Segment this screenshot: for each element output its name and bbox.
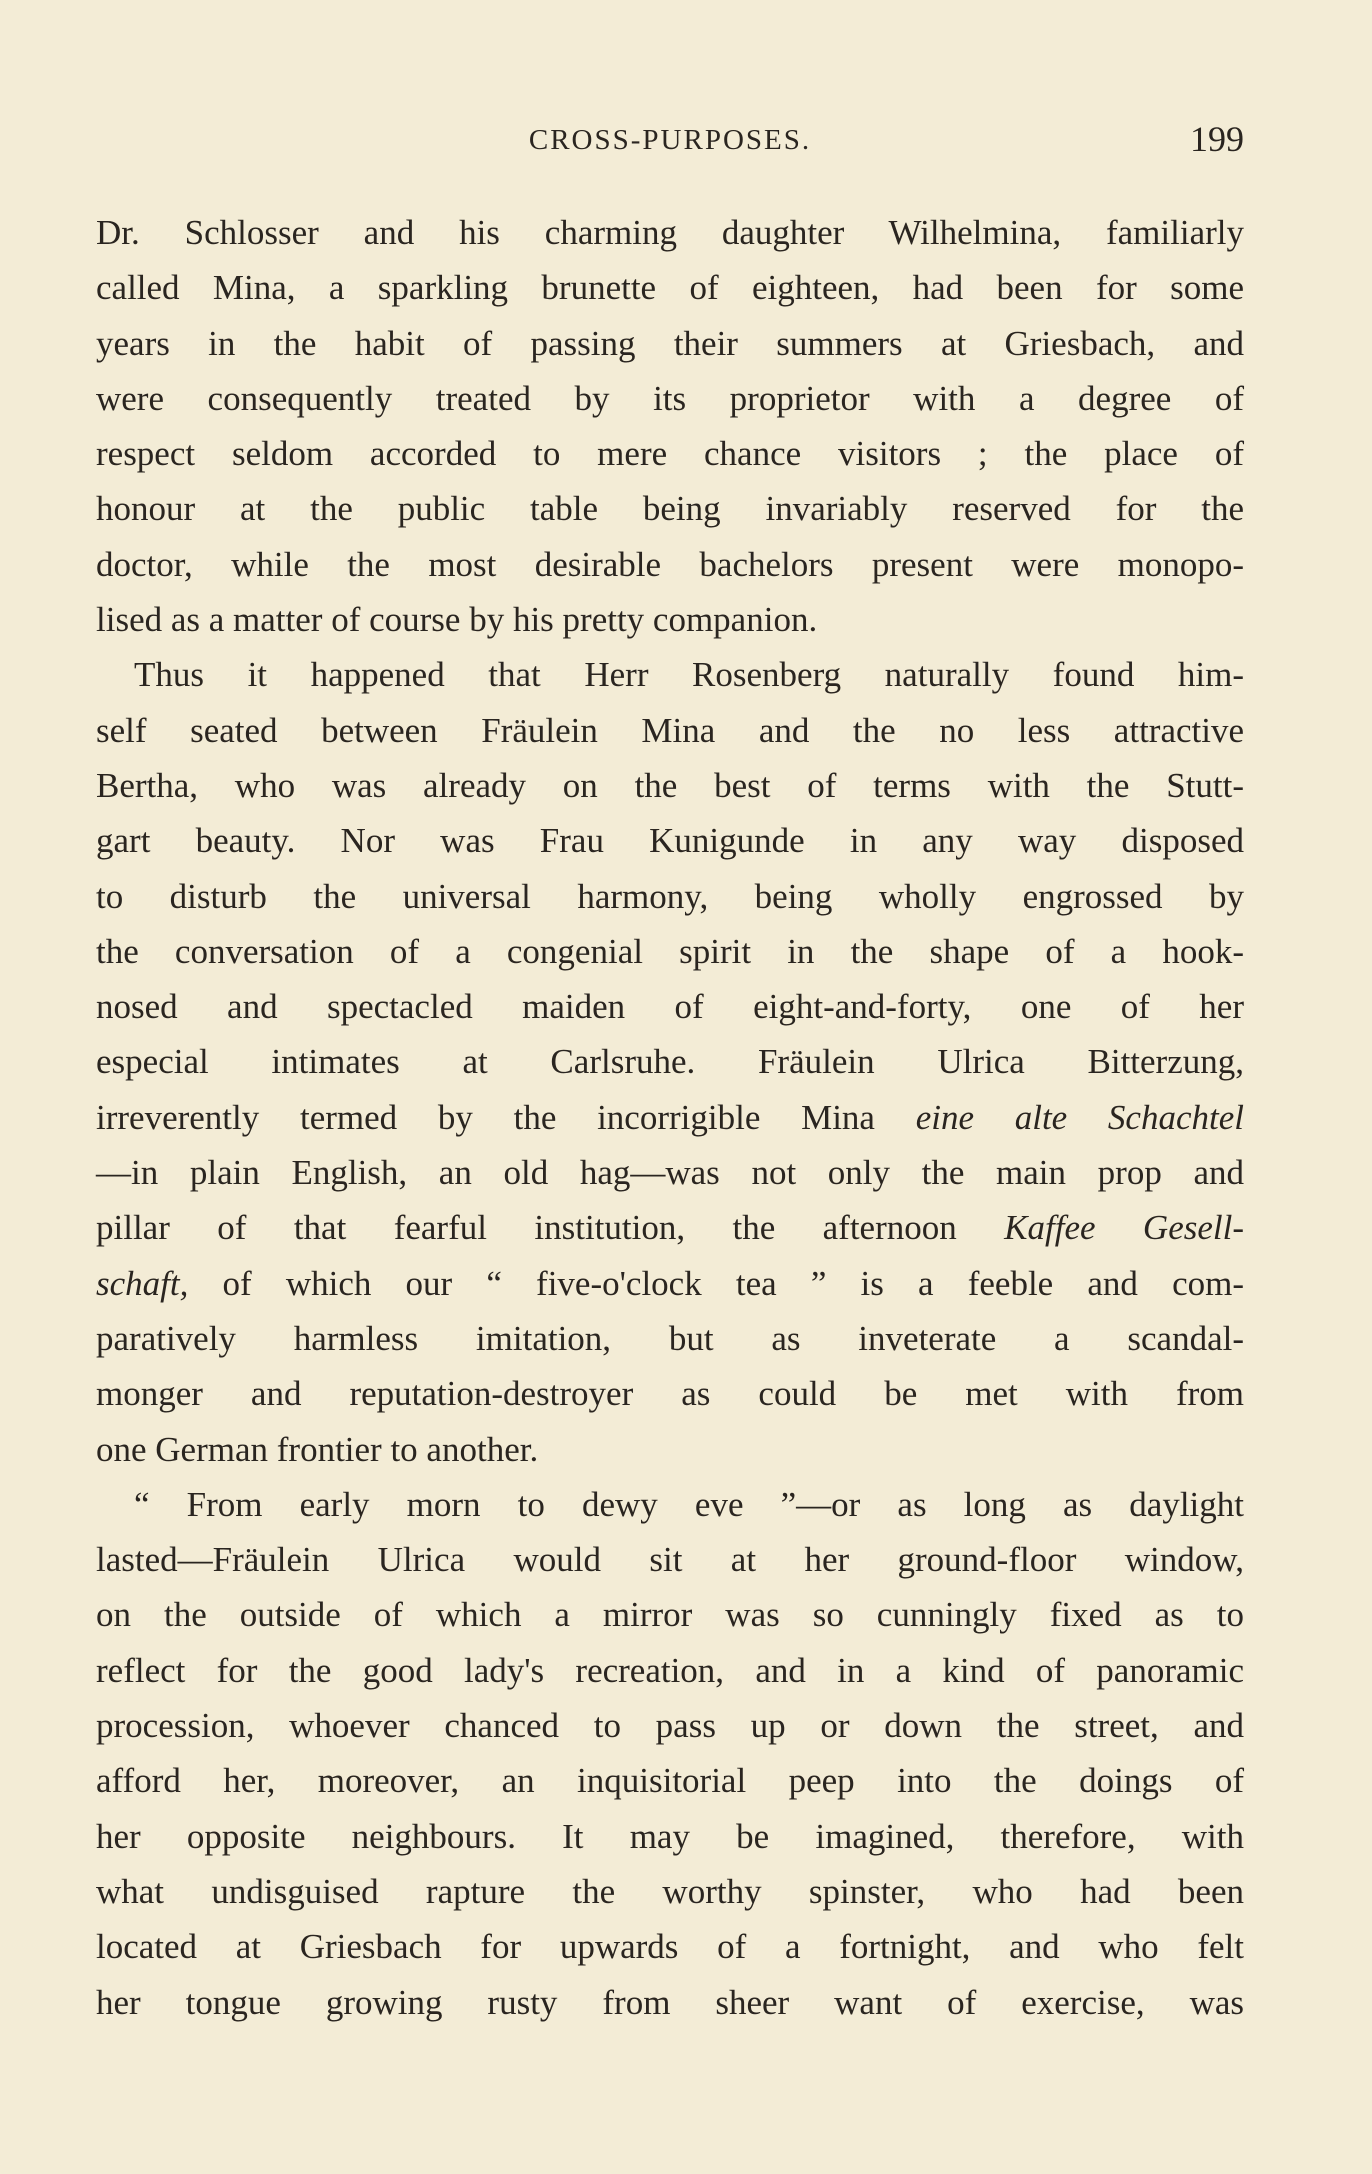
text-line: her opposite neighbours. It may be imagined, therefore, with [96, 1816, 1244, 1856]
text-span: pillar of that fearful institution, the afternoon [96, 1208, 1005, 1248]
text-line: on the outside of which a mirror was so cunningly fixed as to [96, 1595, 1244, 1635]
italic-phrase: eine alte Schachtel [915, 1097, 1244, 1137]
text-line: reflect for the good lady's recreation, and in a kind of panoramic [96, 1650, 1244, 1690]
text-line: one German frontier to another. [96, 1429, 539, 1469]
text-line: Dr. Schlosser and his charming daughter Wilhelmina, familiarly [96, 213, 1244, 252]
text-line: Bertha, who was already on the best of terms with the Stutt- [96, 765, 1244, 805]
text-line: were consequently treated by its proprietor with a degree of [96, 378, 1244, 418]
text-span: irreverently termed by the incorrigible Mina [96, 1097, 916, 1137]
text-line: especial intimates at Carlsruhe. Fräulein Ulrica Bitterzung, [96, 1042, 1244, 1082]
text-line: years in the habit of passing their summers at Griesbach, and [96, 323, 1244, 363]
body-text [96, 205, 1244, 2030]
text-line: “ From early morn to dewy eve ”—or as long as daylight [134, 1484, 1244, 1524]
text-line: what undisguised rapture the worthy spinster, who had been [96, 1871, 1244, 1911]
text-line: the conversation of a congenial spirit in the shape of a hook- [96, 931, 1244, 971]
text-line: her tongue growing rusty from sheer want of exercise, was [96, 1982, 1244, 2022]
text-line: honour at the public table being invariably reserved for the [96, 489, 1244, 529]
text-span: of which our “ five-o'clock tea ” is a feeble and com- [188, 1263, 1244, 1303]
text-line: procession, whoever chanced to pass up or down the street, and [96, 1706, 1244, 1746]
italic-phrase: schaft, [96, 1263, 189, 1303]
text-line [96, 1256, 1244, 1311]
running-title: CROSS-PURPOSES. [528, 124, 812, 156]
page-header [96, 118, 1244, 168]
text-line: self seated between Fräulein Mina and the no less attractive [96, 710, 1244, 750]
text-line: Thus it happened that Herr Rosenberg naturally found him- [134, 655, 1244, 695]
text-line: afford her, moreover, an inquisitorial peep into the doings of [96, 1761, 1244, 1801]
text-line: paratively harmless imitation, but as inveterate a scandal- [96, 1318, 1244, 1358]
text-line: —in plain English, an old hag—was not only the main prop and [96, 1153, 1244, 1193]
text-line: gart beauty. Nor was Frau Kunigunde in any way disposed [96, 821, 1244, 861]
text-line: called Mina, a sparkling brunette of eighteen, had been for some [96, 268, 1244, 308]
text-line: respect seldom accorded to mere chance visitors ; the place of [96, 434, 1244, 474]
text-line [96, 1090, 1244, 1145]
text-line: to disturb the universal harmony, being wholly engrossed by [96, 876, 1244, 916]
text-line: lised as a matter of course by his pretty companion. [96, 600, 818, 640]
italic-phrase: Kaffee Gesell- [1004, 1208, 1244, 1248]
text-line: doctor, while the most desirable bachelors present were monopo- [96, 544, 1244, 584]
text-line: nosed and spectacled maiden of eight-and-forty, one of her [96, 987, 1244, 1027]
text-line [96, 1200, 1244, 1255]
text-line: lasted—Fräulein Ulrica would sit at her ground-floor window, [96, 1540, 1244, 1580]
page-number: 199 [1190, 119, 1244, 159]
text-line: located at Griesbach for upwards of a fortnight, and who felt [96, 1927, 1244, 1967]
text-line: monger and reputation-destroyer as could be met with from [96, 1374, 1244, 1414]
